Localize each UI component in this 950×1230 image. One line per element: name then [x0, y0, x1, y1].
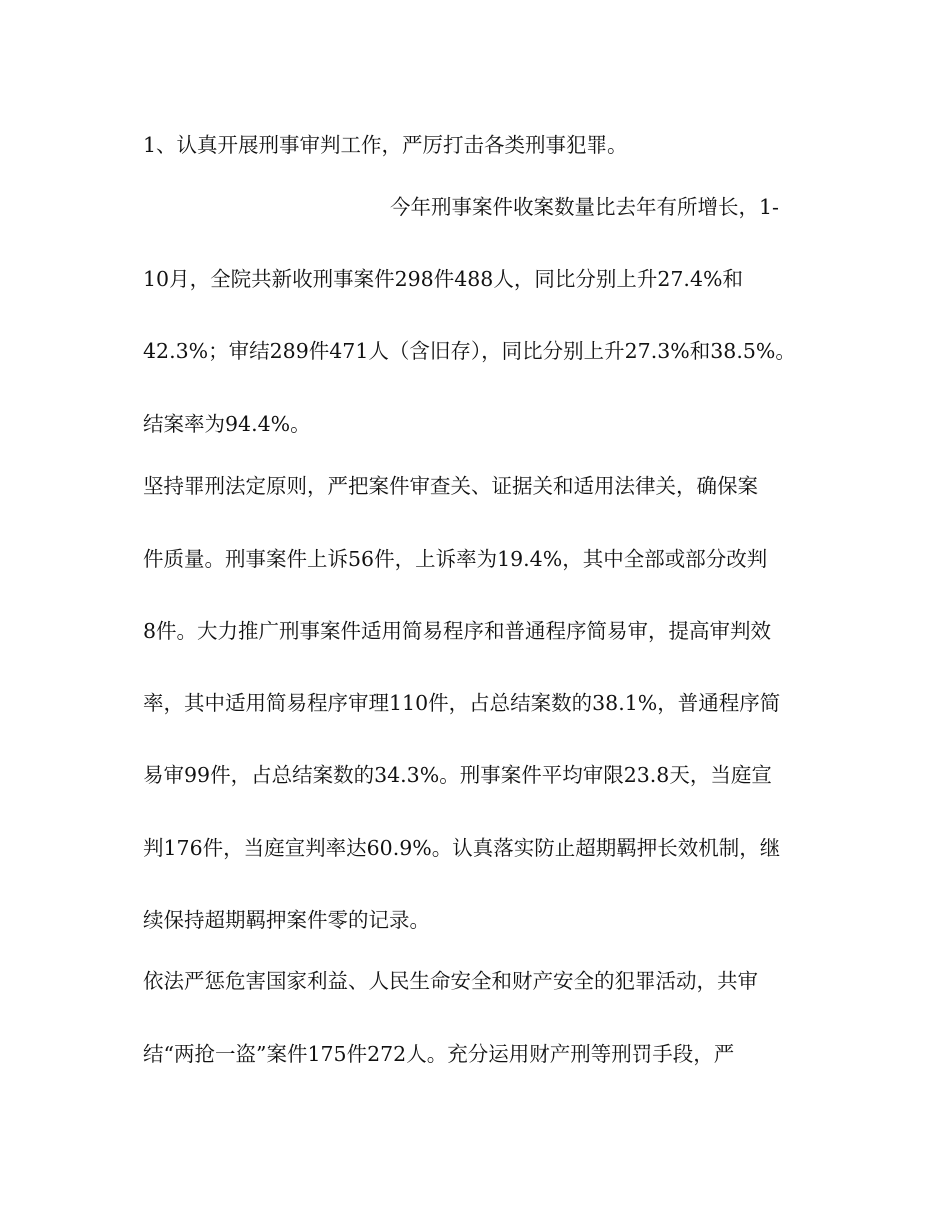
paragraph-line: 8件。大力推广刑事案件适用简易程序和普通程序简易审，提高审判效 [143, 619, 772, 643]
section-heading: 1、认真开展刑事审判工作，严厉打击各类刑事犯罪。 [143, 133, 628, 157]
paragraph-line: 今年刑事案件收案数量比去年有所增长，1- [390, 195, 779, 219]
paragraph-line: 续保持超期羁押案件零的记录。 [143, 908, 430, 932]
paragraph-line: 判176件，当庭宣判率达60.9%。认真落实防止超期羁押长效机制，继 [143, 836, 781, 860]
paragraph-line: 率，其中适用简易程序审理110件，占总结案数的38.1%，普通程序简 [143, 691, 781, 715]
paragraph-line: 件质量。刑事案件上诉56件，上诉率为19.4%，其中全部或部分改判 [143, 547, 768, 571]
paragraph-line: 结“两抢一盗”案件175件272人。充分运用财产刑等刑罚手段，严 [143, 1042, 735, 1066]
paragraph-line: 结案率为94.4%。 [143, 412, 311, 436]
paragraph-line: 42.3%；审结289件471人（含旧存），同比分别上升27.3%和38.5%。 [143, 339, 796, 363]
paragraph-line: 坚持罪刑法定原则，严把案件审查关、证据关和适用法律关，确保案 [143, 474, 758, 498]
paragraph-line: 依法严惩危害国家利益、人民生命安全和财产安全的犯罪活动，共审 [143, 969, 758, 993]
paragraph-line: 10月，全院共新收刑事案件298件488人，同比分别上升27.4%和 [143, 267, 743, 291]
paragraph-line: 易审99件，占总结案数的34.3%。刑事案件平均审限23.8天，当庭宣 [143, 763, 772, 787]
